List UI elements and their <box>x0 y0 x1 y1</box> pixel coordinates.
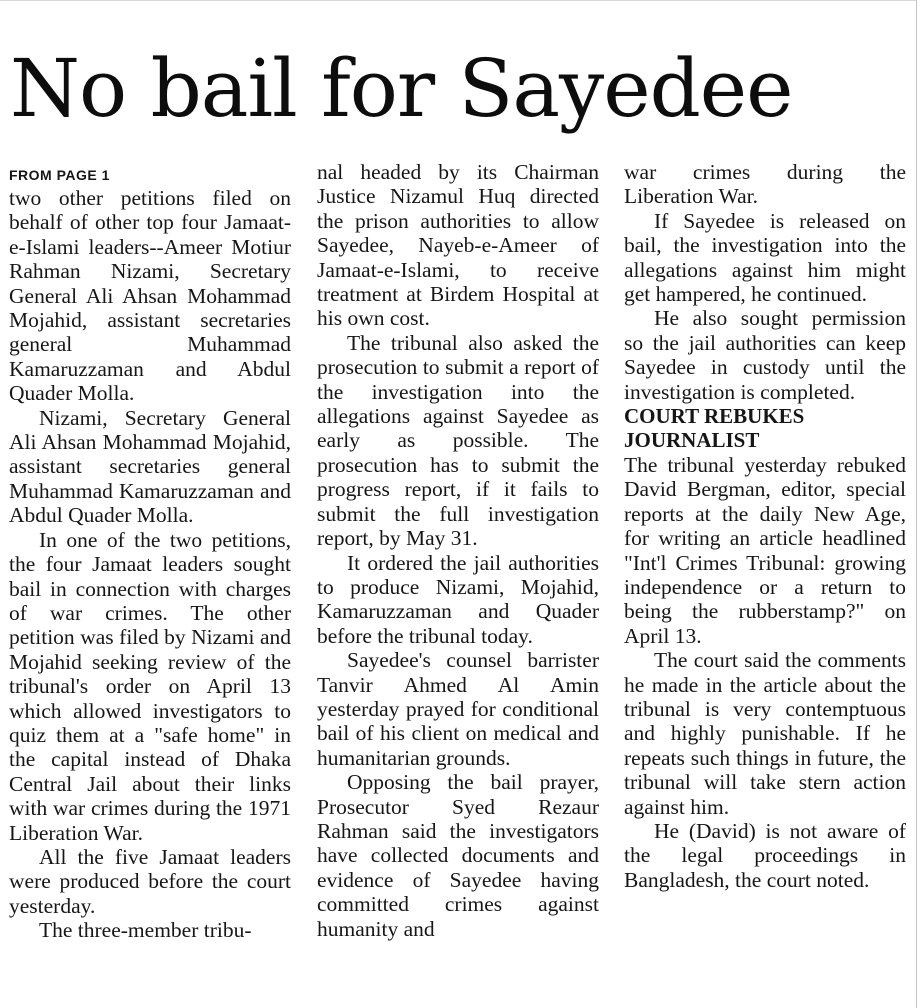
subheading-line-2: JOURNALIST <box>624 428 760 453</box>
paragraph: The court said the comments he made in the article about the tribunal is very contemptuous and highly punishable. If he repeats such things in future, the tribunal will take stern action against him. <box>624 648 906 819</box>
article-column-1 <box>9 160 291 1000</box>
paragraph: Opposing the bail prayer, Prosecutor Syed Rezaur Rahman said the investigators have collected documents and evidence of Sayedee having committed crimes against humanity and <box>317 770 599 941</box>
kicker-from-page-1: FROM PAGE 1 <box>9 167 110 183</box>
subheading-court-rebukes-journalist <box>624 404 906 453</box>
paragraph: The tribunal also asked the prosecution to submit a report of the investigation into the allegations against Sayedee as early as possible. The prosecution has to submit the progress report, if it fails to submit the full investigation report, by May 31. <box>317 330 599 551</box>
paragraph: Sayedee's counsel barrister Tanvir Ahmed Al Amin yesterday prayed for conditional bail of his client on medical and humanitarian grounds. <box>317 648 599 770</box>
paragraph: In one of the two petitions, the four Jamaat leaders sought bail in connection with charges of war crimes. The other petition was filed by Nizami and Mojahid seeking review of the tribunal's order on April 13 which allowed investigators to quiz them at a "safe home" in the capital instead of Dhaka Central Jail about their links with war crimes during the 1971 Liberation War. <box>9 527 291 845</box>
paragraph: If Sayedee is released on bail, the investigation into the allegations against him might get hampered, he continued. <box>624 208 906 307</box>
paragraph: The tribunal yesterday rebuked David Bergman, editor, special reports at the daily New Age, for writing an article headlined "Int'l Crimes Tribunal: growing independence or a return to being the rubberstamp?" on April 13. <box>624 452 906 648</box>
article-column-3 <box>624 160 906 1000</box>
paragraph: He (David) is not aware of the legal proceedings in Bangladesh, the court noted. <box>624 818 906 892</box>
paragraph: It ordered the jail authorities to produce Nizami, Mojahid, Kamaruzzaman and Quader before the tribunal today. <box>317 550 599 648</box>
paragraph: war crimes during the Liberation War. <box>624 160 906 209</box>
article-column-2 <box>317 160 599 1000</box>
page-right-rule <box>916 0 917 1008</box>
headline: No bail for Sayedee <box>10 42 793 135</box>
paragraph: Nizami, Secretary General Ali Ahsan Mohammad Mojahid, assistant secretaries general Muhammad Kamaruzzaman and Abdul Quader Molla. <box>9 405 291 528</box>
page-top-rule <box>0 0 917 1</box>
subheading-line-1: COURT REBUKES <box>624 404 805 429</box>
paragraph: He also sought permission so the jail authorities can keep Sayedee in custody until the investigation is completed. <box>624 306 906 404</box>
paragraph: The three-member tribu- <box>39 918 252 943</box>
paragraph: nal headed by its Chairman Justice Nizamul Huq directed the prison authorities to allow Sayedee, Nayeb-e-Ameer of Jamaat-e-Islami, to receive treatment at Birdem Hospital at his own cost. <box>317 160 599 331</box>
paragraph: All the five Jamaat leaders were produced before the court yesterday. <box>9 844 291 918</box>
paragraph: two other petitions filed on behalf of other top four Jamaat-e-Islami leaders--Ameer Motiur Rahman Nizami, Secretary General Ali Ahsan Mohammad Mojahid, assistant secretaries general Muhammad Kamaruzzaman and Abdul Quader Molla. <box>9 186 291 406</box>
